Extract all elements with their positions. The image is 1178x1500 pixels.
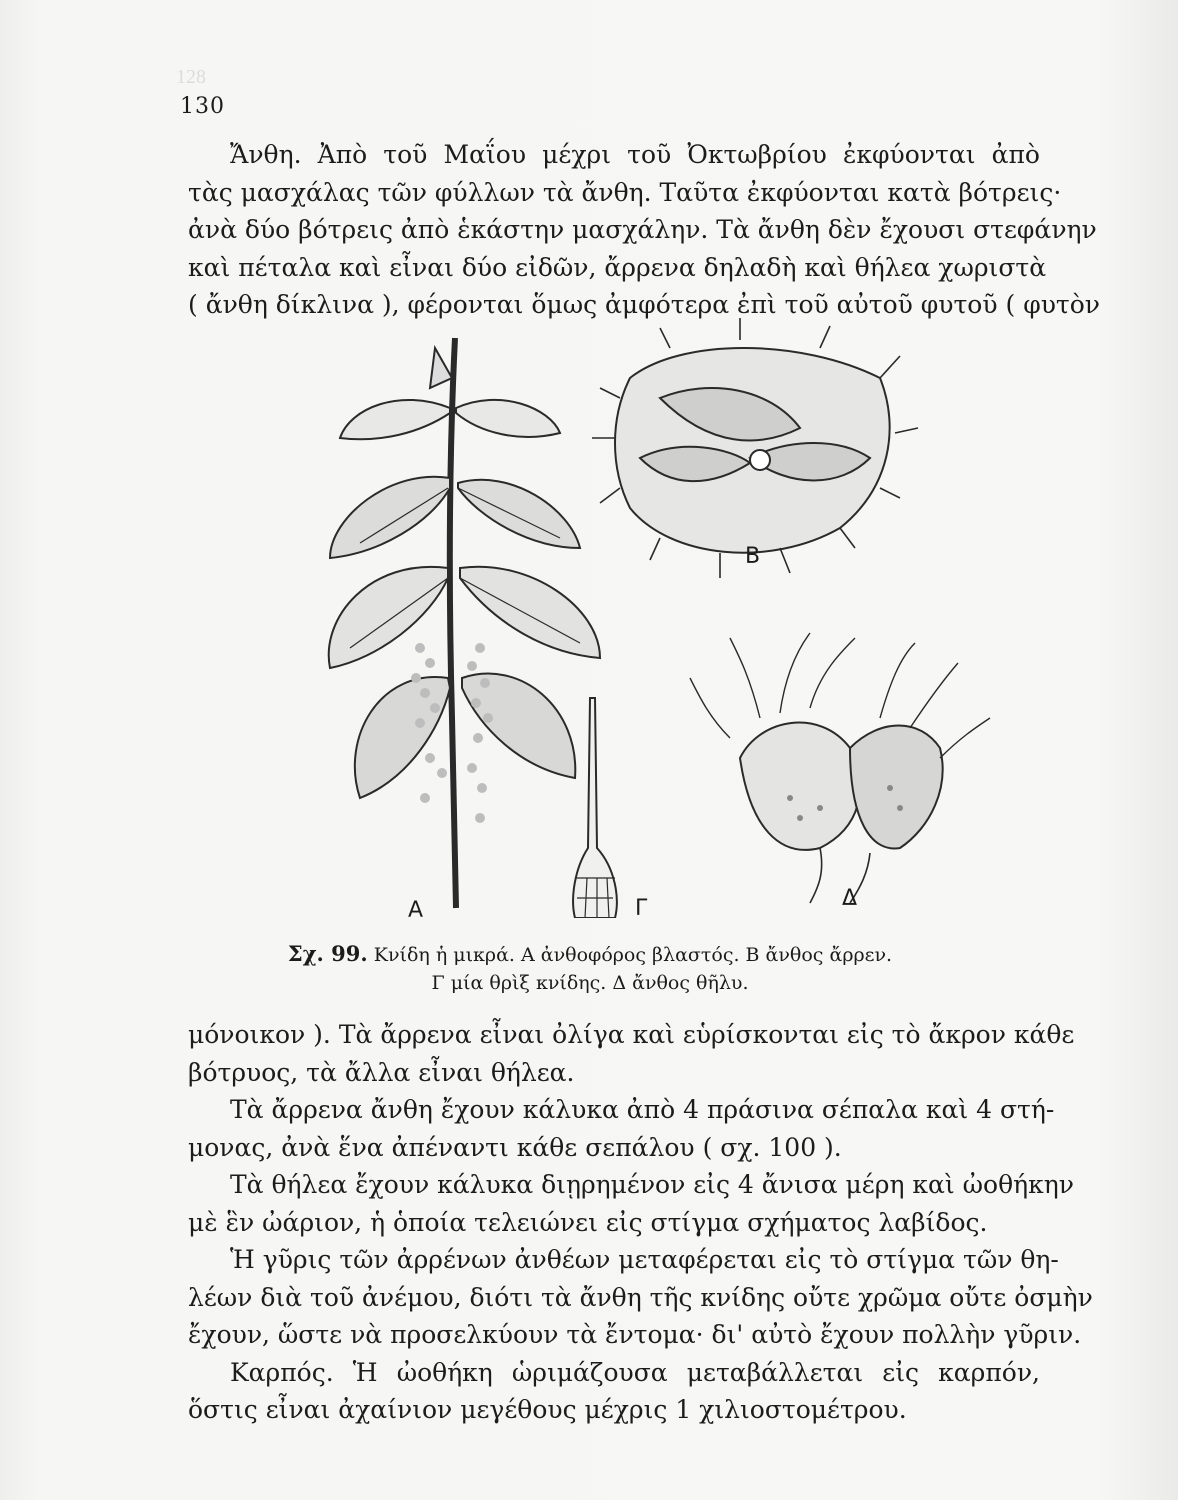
female-flower-drawing bbox=[690, 633, 990, 903]
text-line: Ἄνθη. Ἀπὸ τοῦ Μαΐου μέχρι τοῦ Ὀκτωβρίου ἐκφύονται ἀπὸ bbox=[230, 140, 1040, 169]
text-line: λέων διὰ τοῦ ἀνέμου, διότι τὰ ἄνθη τῆς κνίδης οὔτε χρῶμα οὔτε ὀσμὴν bbox=[188, 1282, 1093, 1312]
nettle-drawing bbox=[180, 318, 1080, 918]
text-line: ἀνὰ δύο βότρεις ἀπὸ ἑκάστην μασχάλην. Τὰ ἄνθη δὲν ἔχουσι στεφάνην bbox=[188, 215, 1097, 244]
caption-text-1: Κνίδη ἡ μικρά. Α ἀνθοφόρος βλαστός. Β ἄνθος ἄρρεν. bbox=[373, 944, 893, 966]
text-line: τὰς μασχάλας τῶν φύλλων τὰ ἄνθη. Ταῦτα ἐκφύονται κατὰ βότρεις· bbox=[188, 177, 1062, 207]
top-paragraph bbox=[188, 136, 1100, 324]
text-line: μονας, ἀνὰ ἕνα ἀπέναντι κάθε σεπάλου ( σχ. 100 ). bbox=[188, 1132, 842, 1162]
text-line: Ἡ γῦρις τῶν ἀρρένων ἀνθέων μεταφέρεται εἰς τὸ στίγμα τῶν θη- bbox=[230, 1245, 1059, 1274]
caption-line-2: Γ μία θρὶξ κνίδης. Δ ἄνθος θῆλυ. bbox=[431, 972, 749, 994]
male-flower-drawing bbox=[592, 318, 918, 578]
figure-label-b: Β bbox=[745, 544, 761, 569]
text-line: Τὰ ἄρρενα ἄνθη ἔχουν κάλυκα ἀπὸ 4 πράσινα σέπαλα καὶ 4 στή- bbox=[230, 1095, 1055, 1124]
text-line: ὅστις εἶναι ἀχαίνιον μεγέθους μέχρις 1 χιλιοστομέτρου. bbox=[188, 1395, 907, 1424]
text-line: Τὰ θήλεα ἔχουν κάλυκα διῃρημένον εἰς 4 ἄνισα μέρη καὶ ὠοθήκην bbox=[230, 1170, 1074, 1199]
text-line: ( ἄνθη δίκλινα ), φέρονται ὅμως ἀμφότερα ἐπὶ τοῦ αὐτοῦ φυτοῦ ( φυτὸν bbox=[188, 290, 1100, 319]
bottom-paragraphs bbox=[188, 1016, 1093, 1429]
figure-label-d: Δ bbox=[842, 886, 858, 911]
text-line: καὶ πέταλα καὶ εἶναι δύο εἰδῶν, ἄρρενα δηλαδὴ καὶ θήλεα χωριστὰ bbox=[188, 252, 1047, 282]
nettle-illustration bbox=[180, 318, 1080, 923]
text-line: μὲ ἓν ὠάριον, ἡ ὁποία τελειώνει εἰς στίγμα σχήματος λαβίδος. bbox=[188, 1207, 988, 1237]
text-line: μόνοικον ). Τὰ ἄρρενα εἶναι ὀλίγα καὶ εὑρίσκονται εἰς τὸ ἄκρον κάθε bbox=[188, 1020, 1075, 1049]
figure-caption bbox=[240, 940, 940, 997]
caption-line-1 bbox=[240, 940, 940, 969]
stinging-hair-drawing bbox=[573, 698, 617, 918]
figure-label-a: Α bbox=[408, 898, 424, 923]
bleed-through-page-number: 128 bbox=[176, 66, 206, 88]
flowering-stem-drawing bbox=[329, 338, 600, 908]
figure-label-g: Γ bbox=[635, 896, 648, 921]
caption-prefix: Σχ. 99. bbox=[287, 941, 368, 966]
text-line: Καρπός. Ἡ ὠοθήκη ὡριμάζουσα μεταβάλλεται εἰς καρπόν, bbox=[230, 1357, 1040, 1387]
text-line: βότρυος, τὰ ἄλλα εἶναι θήλεα. bbox=[188, 1057, 575, 1087]
page-number: 130 bbox=[180, 94, 225, 119]
text-line: ἔχουν, ὥστε νὰ προσελκύουν τὰ ἔντομα· δι' αὐτὸ ἔχουν πολλὴν γῦριν. bbox=[188, 1320, 1082, 1349]
